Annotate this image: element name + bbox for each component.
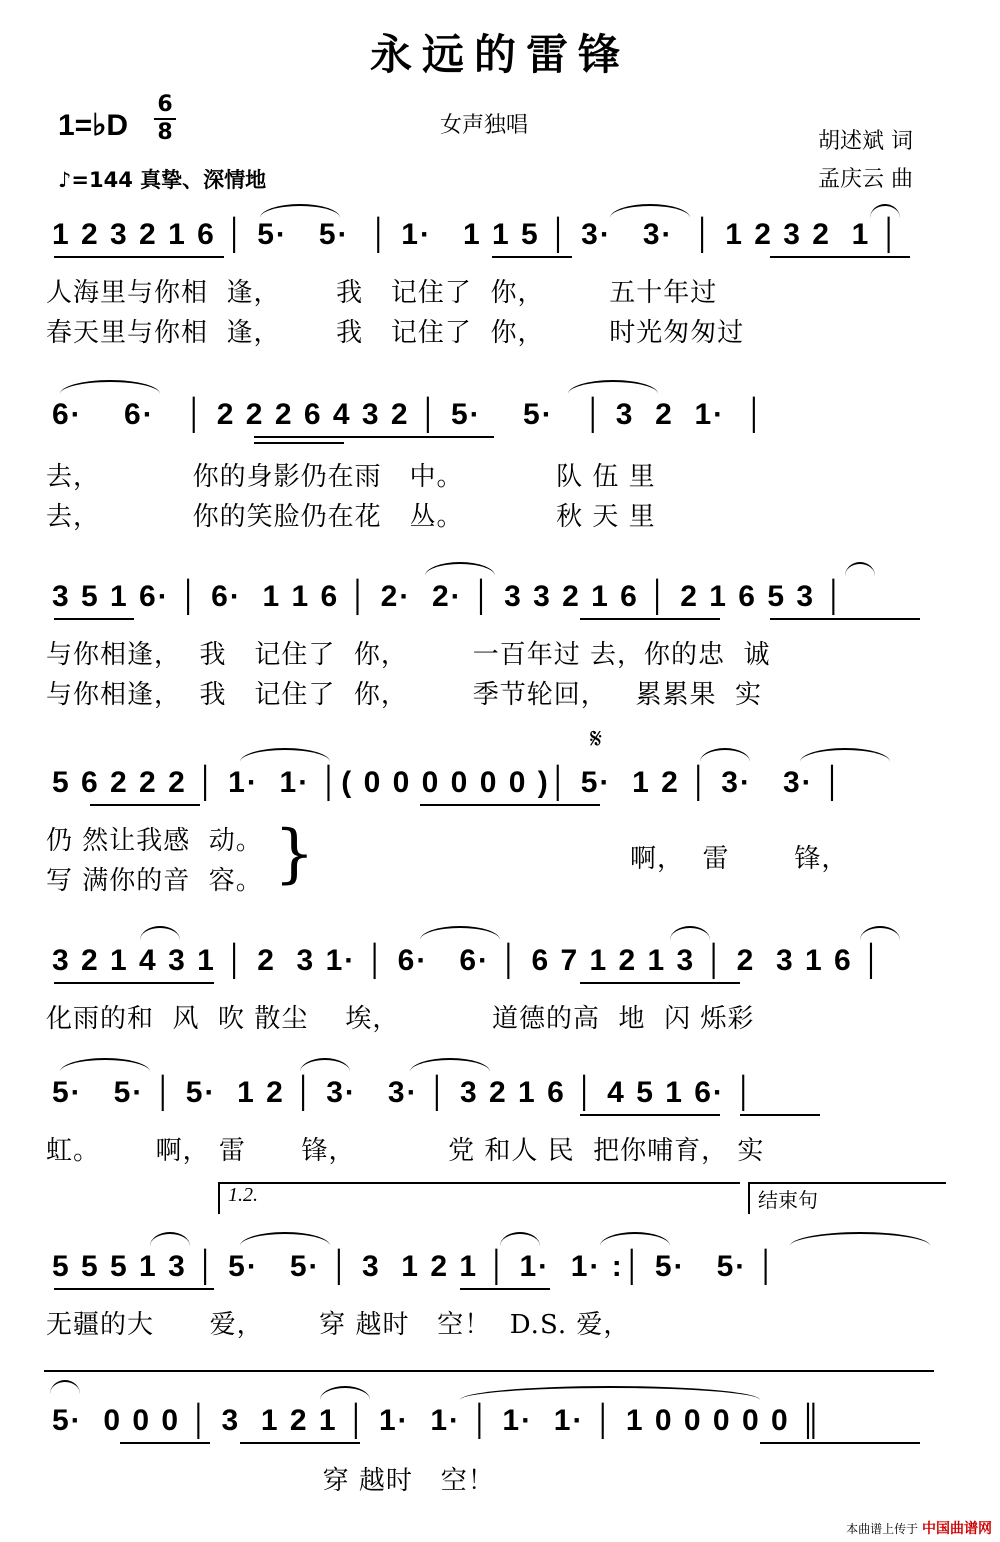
- lyrics-chorus: 啊， 雷 锋，: [630, 844, 849, 874]
- beam-line: [580, 1114, 720, 1116]
- beam-line: [90, 804, 200, 806]
- site-logo[interactable]: 中国曲谱网: [922, 1521, 992, 1537]
- notes-row-2: 6· 6· │ 2 2 2 6 4 3 2 │ 5· 5· │ 3 2 1· │: [52, 398, 767, 431]
- notes-row-6: 5· 5· │ 5· 1 2 │ 3· 3· │ 3 2 1 6 │ 4 5 1 6· │: [52, 1076, 756, 1109]
- footer-text: 本曲谱上传于: [846, 1522, 919, 1536]
- notes-row-4: 5 6 2 2 2 │ 1· 1· │( 0 0 0 0 0 0 )│ 5· 1 2 │ 3· 3· │: [52, 766, 845, 799]
- segno-sign: 𝄋: [590, 722, 603, 755]
- beam-line: [254, 442, 344, 444]
- beam-line: [760, 1442, 920, 1444]
- lyrics-verse-1: 去， 你的身影仍在雨 中。 队 伍 里: [46, 462, 656, 492]
- beam-line: [770, 256, 910, 258]
- time-signature: [152, 92, 178, 146]
- tie: [860, 926, 900, 940]
- staff-row-2: [40, 380, 950, 540]
- staff-row-3: [40, 556, 950, 716]
- beam-line: [770, 618, 920, 620]
- tie: [870, 204, 900, 218]
- tie: [700, 748, 750, 762]
- tie: [500, 1232, 540, 1246]
- beam-line: [54, 982, 214, 984]
- lyricist: 胡述斌 词: [818, 129, 913, 154]
- notes-row-5: 3 2 1 4 3 1 │ 2 3 1· │ 6· 6· │ 6 7 1 2 1 3 │ 2 3 1 6 │: [52, 944, 884, 977]
- tie: [610, 204, 690, 218]
- tie: [425, 562, 495, 576]
- tie: [320, 1386, 370, 1400]
- staff-row-1: [40, 200, 950, 360]
- beam-line: [54, 618, 134, 620]
- tie: [670, 926, 710, 940]
- footer-credit: [846, 1518, 992, 1538]
- volta-bracket-1: [218, 1182, 740, 1214]
- key-signature: 1=♭D: [58, 109, 129, 142]
- lyrics-verse-1: 虹。 啊， 雷 锋， 党 和人 民 把你哺育， 实: [46, 1136, 765, 1166]
- volta-label-2: 结束句: [758, 1188, 818, 1212]
- lyrics-verse-2: 春天里与你相 逢， 我 记住了 你， 时光匆匆过: [46, 318, 745, 348]
- beam-line: [580, 982, 740, 984]
- lyrics-verse-2: 去， 你的笑脸仍在花 丛。 秋 天 里: [46, 502, 656, 532]
- tie: [240, 1232, 330, 1246]
- time-sig-bottom: 8: [157, 120, 173, 145]
- tie: [50, 1380, 80, 1394]
- song-title: 永远的雷锋: [369, 30, 630, 79]
- tie: [60, 1058, 150, 1072]
- performance-type: 女声独唱: [440, 113, 529, 138]
- coda-line: [44, 1370, 934, 1372]
- tie: [300, 1058, 350, 1072]
- time-sig-top: 6: [157, 92, 173, 117]
- staff-row-8: [40, 1380, 950, 1520]
- tie: [568, 380, 658, 394]
- notes-row-8: 5· 0 0 0 │ 3 1 2 1 │ 1· 1· │ 1· 1· │ 1 0 0 0 0 0 ║: [52, 1404, 824, 1437]
- volta-bracket-2: [748, 1182, 946, 1214]
- tie: [460, 1386, 760, 1400]
- lyrics-verse-1: 无疆的大 爱， 穿 越时 空！ D.S. 爱，: [46, 1310, 631, 1340]
- staff-row-6: [40, 1052, 950, 1172]
- composer: 孟庆云 曲: [818, 167, 913, 192]
- lyrics-verse-1: 穿 越时 空！: [230, 1466, 495, 1496]
- tie: [60, 380, 160, 394]
- beam-line: [254, 436, 494, 438]
- staff-row-7: [40, 1226, 950, 1346]
- beam-line: [740, 1114, 820, 1116]
- notes-row-7: 5 5 5 1 3 │ 5· 5· │ 3 1 2 1 │ 1· 1· :│ 5· 5· │: [52, 1250, 779, 1283]
- notes-row-1: 1 2 3 2 1 6 │ 5· 5· │ 1· 1 1 5 │ 3· 3· │ 1 2 3 2 1 │: [52, 218, 902, 251]
- lyrics-verse-1: 与你相逢， 我 记住了 你， 一百年过 去，你的忠 诚: [46, 640, 771, 670]
- beam-line: [420, 804, 600, 806]
- tie: [790, 1232, 930, 1246]
- tie: [600, 1232, 670, 1246]
- staff-row-4: [40, 742, 950, 902]
- lyrics-verse-1: 人海里与你相 逢， 我 记住了 你， 五十年过: [46, 278, 718, 308]
- tie: [420, 926, 500, 940]
- tie: [140, 926, 180, 940]
- beam-line: [54, 1288, 214, 1290]
- tie: [845, 562, 875, 576]
- beam-line: [240, 1442, 360, 1444]
- staff-row-5: [40, 920, 950, 1040]
- tie: [410, 1058, 490, 1072]
- volta-label-1: 1.2.: [228, 1184, 258, 1206]
- tie: [800, 748, 890, 762]
- beam-line: [580, 618, 720, 620]
- lyrics-verse-2: 写 满你的音 容。: [46, 866, 263, 896]
- tie: [260, 204, 340, 218]
- beam-line: [54, 256, 224, 258]
- tie: [150, 1232, 190, 1246]
- beam-line: [492, 256, 572, 258]
- verse-brace: }: [274, 817, 315, 891]
- lyrics-verse-2: 与你相逢， 我 记住了 你， 季节轮回， 累累果 实: [46, 680, 763, 710]
- tie: [240, 748, 330, 762]
- tempo-marking: ♪=144 真挚、深情地: [58, 168, 267, 192]
- lyrics-verse-1: 化雨的和 风 吹 散尘 埃， 道德的高 地 闪 烁彩: [46, 1004, 755, 1034]
- beam-line: [460, 1288, 550, 1290]
- beam-line: [120, 1442, 210, 1444]
- notes-row-3: 3 5 1 6· │ 6· 1 1 6 │ 2· 2· │ 3 3 2 1 6 │ 2 1 6 5 3 │: [52, 580, 847, 613]
- lyrics-verse-1: 仍 然让我感 动。: [46, 826, 263, 856]
